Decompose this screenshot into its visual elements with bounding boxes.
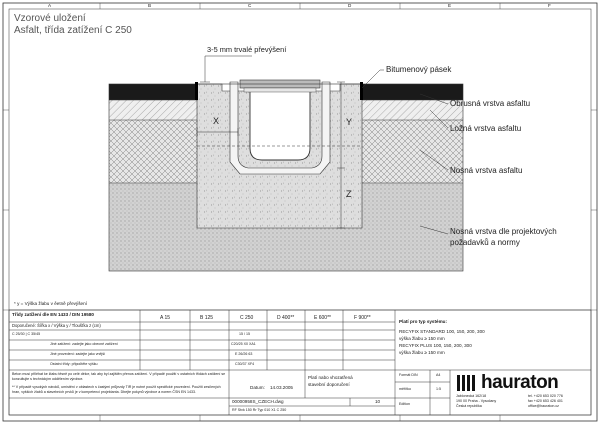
callout-subbase-line2: požadavků a normy — [450, 238, 520, 247]
norm-header: Třídy zatížení dle EN 1433 / DIN 19580 — [12, 312, 94, 317]
load-class-label: Doporučené: Šířka x / Výška y / Tloušťka z (cm) — [12, 323, 101, 328]
frame-letter-d: D — [348, 3, 352, 8]
callout-subbase-line1: Nosná vrstva dle projektových — [450, 227, 557, 236]
load-class-f900: F 900** — [354, 315, 371, 321]
notes-block: Beton musí přiléhat ke žlabu těsně po celé délce, tak aby byl zajištěn přenos zatížení. V případě použití v ostatních třídách zatížení se konzultujte s technickým oddělením výrobce. — [12, 372, 226, 381]
contact-line-1: tel. +420 653 020 776 — [528, 394, 563, 398]
description-line2: stavební doporučení — [308, 382, 350, 387]
description-line1: Platí nabo vhozatřená — [308, 375, 353, 380]
scale-label: měřítko — [399, 387, 411, 391]
row-2-note: Jiné provedení: zadejte jako vnější — [50, 352, 106, 356]
address-line-2: 190 00 Praha - Vysočany — [456, 399, 497, 403]
load-class-c250: C 250 — [240, 315, 254, 321]
frame-letter-a: A — [48, 3, 52, 8]
dimension-z-label: Z — [346, 189, 352, 199]
load-class-b125: B 125 — [200, 315, 214, 321]
reference-code: RF Stvk 150 Rr Typ 010 X1 C 250 — [232, 408, 287, 412]
row-0-value: 15 / 15 — [239, 332, 250, 336]
scale-value: 1:5 — [436, 387, 441, 391]
applies-line-4: výška žlabu ≥ 150 mm — [399, 350, 445, 355]
dimension-y-label: Y — [346, 117, 353, 127]
drawing-title: Vzorové uložení — [14, 13, 86, 24]
row-3-value: C30/37 XF4 — [235, 362, 255, 366]
row-1-value: C20/25 X0 XA1 — [231, 342, 256, 346]
company-logo — [456, 372, 558, 394]
callout-bitumen-strip: Bitumenový pásek — [386, 65, 452, 74]
bitumen-strip-left — [195, 82, 198, 100]
callout-bedding-layer: Ložná vrstva asfaltu — [450, 124, 522, 133]
hauraton-logo-icon — [456, 373, 478, 393]
applies-line-3: RECYFIX PLUS 100, 150, 200, 300 — [399, 343, 472, 348]
format-value: A4 — [436, 373, 441, 377]
contact-line-3: office@hauraton.cz — [528, 404, 559, 408]
edition-label: Edition — [399, 402, 410, 406]
frame-letter-e: E — [448, 3, 452, 8]
bitumen-strip-right — [360, 82, 363, 100]
channel-inner — [250, 92, 310, 160]
callout-base-layer: Nosná vrstva asfaltu — [450, 166, 523, 175]
contact-line-2: fax +420 653 426 401 — [528, 399, 563, 403]
company-name: hauraton — [481, 372, 559, 393]
sheet-number: 10 — [375, 399, 381, 404]
row-3-note: Ostatní třídy: připočtěte výšku — [50, 362, 98, 366]
drawing-subtitle: Asfalt, třída zatížení C 250 — [14, 25, 132, 36]
row-0-label: C 25/30 | C 35/45 — [12, 332, 41, 336]
format-label: Formát DIN — [399, 373, 418, 377]
overhang-dimension-label: 3-5 mm trvalé převýšení — [207, 45, 287, 54]
load-class-e600: E 600** — [314, 315, 331, 321]
drawing-number: 00000958S_CZECH.dwg — [232, 399, 284, 404]
drawing-footnote: * y = Výška žlabu v ěetně převýšení — [14, 301, 87, 306]
date-value: 14.03.2005 — [270, 385, 293, 390]
footnote-block: ** V případě vysokých nároků, umístění v oblastech s častými průjezdy TIR je nutné použít specifické provedení. Použití zesílených hran, vyšších žlabů a stavebních prvků je v kompetenci projektanta. Dbejte pokynů výrobce a norem ČSN EN 1433. — [12, 385, 221, 394]
frame-letter-b: B — [148, 3, 152, 8]
callout-surface-layer: Obrusná vrstva asfaltu — [450, 99, 531, 108]
address-line-1: Jablonecká 162/18 — [456, 394, 487, 398]
applies-line-1: RECYFIX STANDARD 100, 150, 200, 300 — [399, 329, 485, 334]
surface-asphalt-left — [109, 84, 197, 100]
address-line-3: Česká republika — [456, 404, 482, 408]
row-2-value: E 26/26 63 — [235, 352, 253, 356]
load-class-a15: A 15 — [160, 315, 171, 321]
dimension-x-label: X — [213, 116, 220, 126]
applies-header: Platí pro typ systému: — [399, 319, 447, 324]
date-label: Datum: — [250, 385, 265, 390]
row-1-note: Jiné zatížení: zadejte jako obecné zatížení — [50, 342, 118, 346]
load-class-d400: D 400** — [277, 315, 295, 321]
applies-line-2: výška žlabu ≥ 150 mm — [399, 336, 445, 341]
surface-asphalt-right — [362, 84, 463, 100]
frame-letter-c: C — [248, 3, 252, 8]
grate-frame — [244, 88, 316, 92]
frame-letter-f: F — [548, 3, 551, 8]
